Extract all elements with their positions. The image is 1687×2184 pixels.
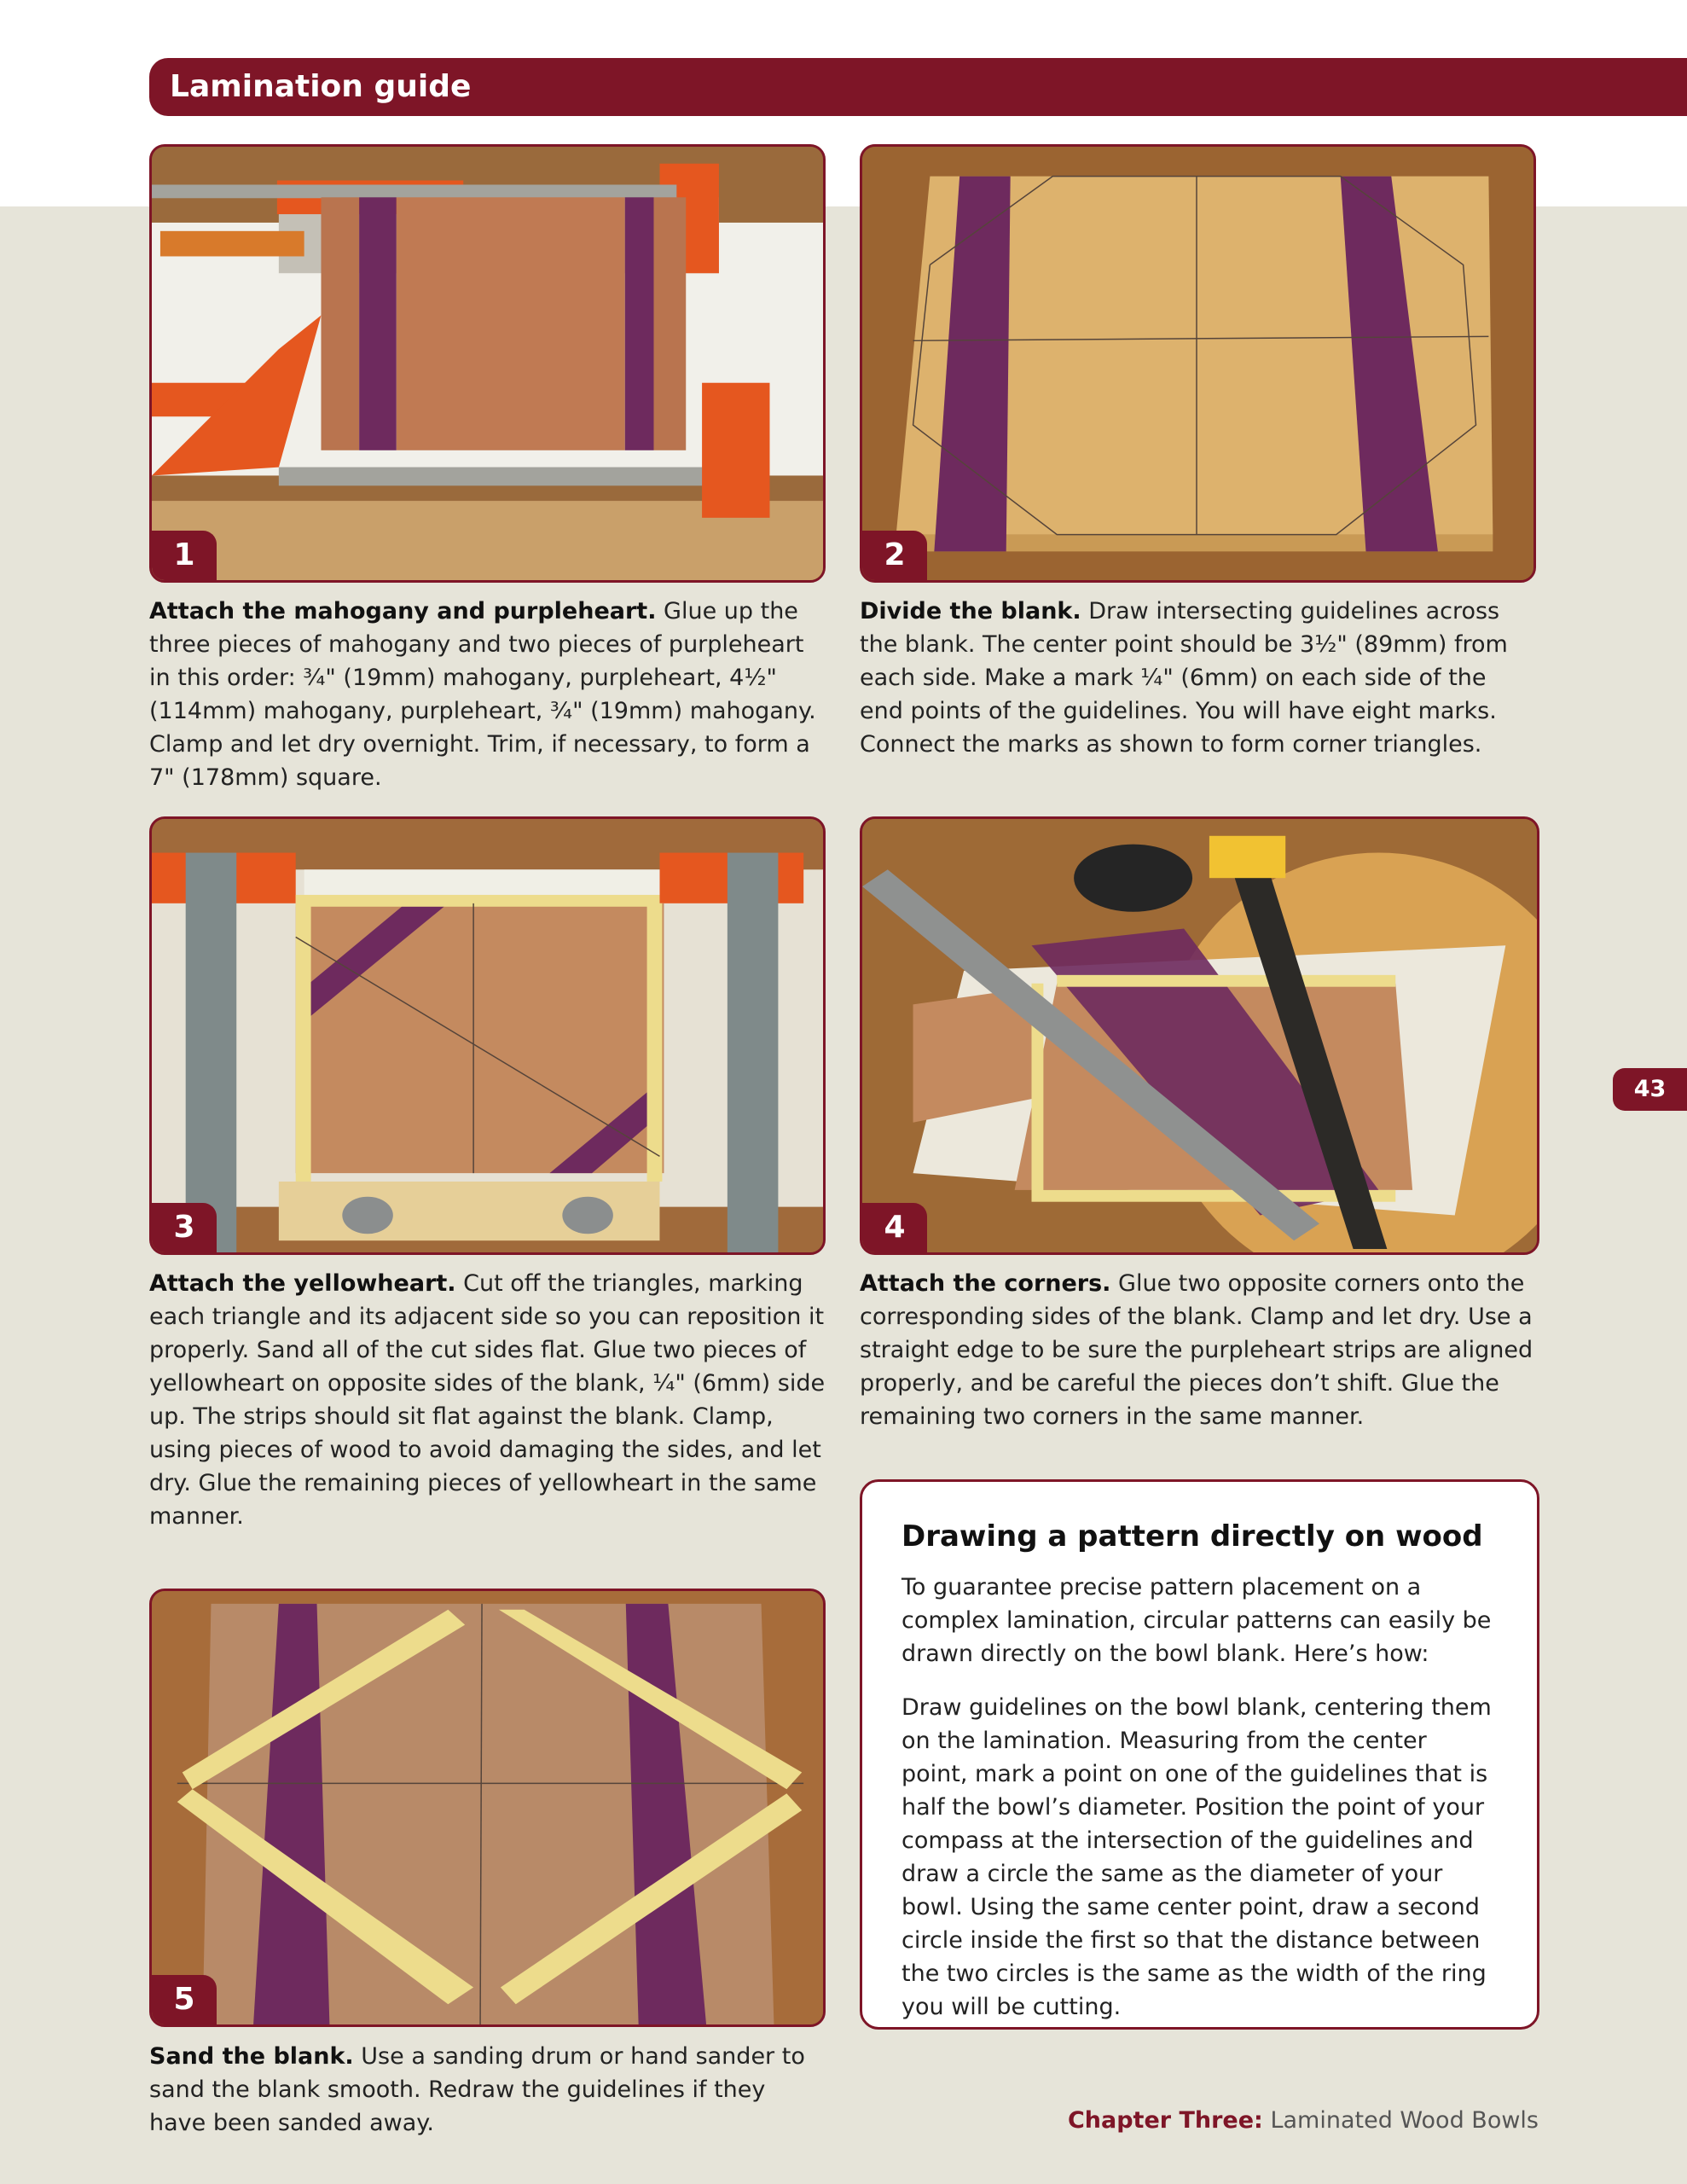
step-4-photo bbox=[860, 816, 1539, 1255]
sidebar-box bbox=[860, 1479, 1539, 2030]
step-2-heading: Divide the blank. bbox=[860, 598, 1081, 624]
footer-chapter: Chapter Three: bbox=[1067, 2107, 1263, 2134]
step-2-caption bbox=[860, 595, 1536, 761]
step-4-illustration bbox=[862, 819, 1537, 1252]
step-2-badge: 2 bbox=[862, 531, 927, 580]
step-5-text: Use a sanding drum or hand sander to sand the blank smooth. Redraw the guidelines if they have been sanded away. bbox=[149, 2043, 805, 2136]
step-5-illustration bbox=[152, 1591, 823, 2024]
step-5-photo bbox=[149, 1589, 826, 2027]
step-4-text: Glue two opposite corners onto the corresponding sides of the blank. Clamp and let dry. Use a straight edge to be sure the purpleheart strips are aligned properly, and be careful the pieces don’t shift. Glue the remaining two corners in the same manner. bbox=[860, 1270, 1533, 1430]
step-2-illustration bbox=[862, 147, 1533, 580]
step-2-text: Draw intersecting guidelines across the blank. The center point should be 3½" (89mm) from each side. Make a mark ¼" (6mm) on each side of the end points of the guidelines. You will have eight marks. Connect the marks as shown to form corner triangles. bbox=[860, 598, 1508, 758]
step-4-badge: 4 bbox=[862, 1203, 927, 1252]
step-4-caption bbox=[860, 1267, 1539, 1433]
step-3-caption bbox=[149, 1267, 827, 1533]
step-1-caption bbox=[149, 595, 826, 794]
step-5-badge: 5 bbox=[152, 1975, 217, 2024]
section-title: Lamination guide bbox=[170, 69, 472, 104]
footer-subtitle: Laminated Wood Bowls bbox=[1270, 2107, 1539, 2134]
step-3-illustration bbox=[152, 819, 823, 1252]
step-3-photo bbox=[149, 816, 826, 1255]
step-1-badge: 1 bbox=[152, 531, 217, 580]
step-3-heading: Attach the yellowheart. bbox=[149, 1270, 456, 1297]
step-3-text: Cut off the triangles, marking each triangle and its adjacent side so you can reposition it properly. Sand all of the cut sides flat. Glue two pieces of yellowheart on opposite sides of the blank, ¼" (6mm) side up. The strips should sit flat against the blank. Clamp, using pieces of wood to avoid damaging the sides, and let dry. Glue the remaining pieces of yellowheart in the same manner. bbox=[149, 1270, 826, 1530]
step-1-text: Glue up the three pieces of mahogany and two pieces of purpleheart in this order: ¾" (19mm) mahogany, purpleheart, 4½" (114mm) mahogany, purpleheart, ¾" (19mm) mahogany. Clamp and let dry overnight. Trim, if necessary, to form a 7" (178mm) square. bbox=[149, 598, 816, 791]
step-1-heading: Attach the mahogany and purpleheart. bbox=[149, 598, 657, 624]
step-1-photo bbox=[149, 144, 826, 583]
step-1-illustration bbox=[152, 147, 823, 580]
step-2-photo bbox=[860, 144, 1536, 583]
sidebar-title: Drawing a pattern directly on wood bbox=[901, 1519, 1483, 1554]
step-5-heading: Sand the blank. bbox=[149, 2043, 354, 2070]
sidebar-paragraph: To guarantee precise pattern placement on a complex lamination, circular patterns can easily be drawn directly on the bowl blank. Here’s how: bbox=[901, 1574, 1492, 1667]
step-3-badge: 3 bbox=[152, 1203, 217, 1252]
step-4-heading: Attach the corners. bbox=[860, 1270, 1111, 1297]
step-5-caption bbox=[149, 2040, 826, 2140]
page-number-tab: 43 bbox=[1613, 1068, 1687, 1111]
sidebar-paragraph: Draw guidelines on the bowl blank, centering them on the lamination. Measuring from the center point, mark a point on one of the guidelines that is half the bowl’s diameter. Position the point of your compass at the intersection of the guidelines and draw a circle the same as the diameter of your bowl. Using the same center point, draw a second circle inside the first so that the distance between the two circles is the same as the width of the ring you will be cutting. bbox=[901, 1694, 1492, 2020]
page-footer bbox=[1068, 2104, 1539, 2138]
section-header-bar bbox=[149, 58, 1687, 116]
